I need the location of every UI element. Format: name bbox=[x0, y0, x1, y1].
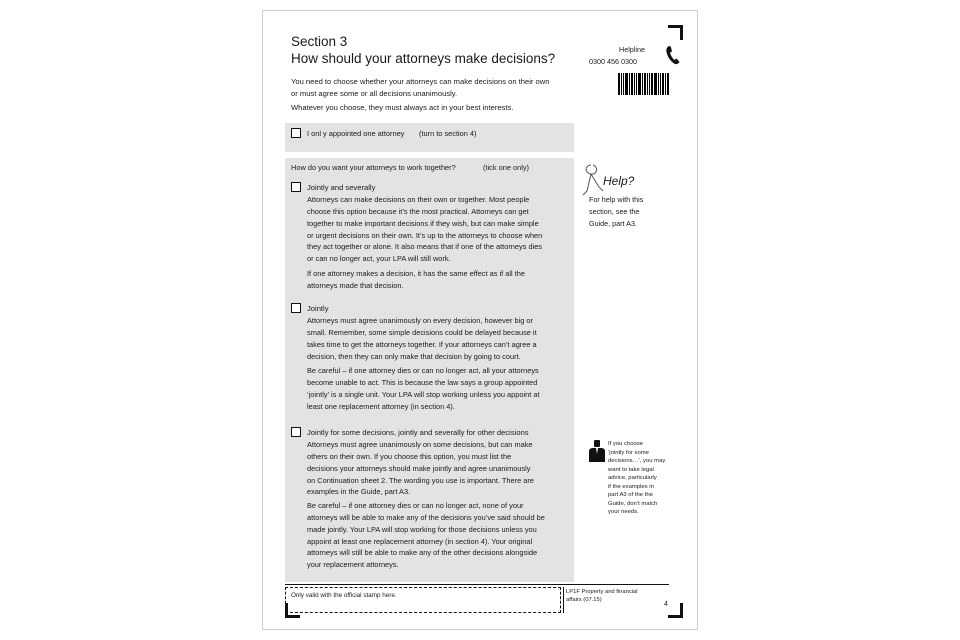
tip-line: your needs. bbox=[608, 509, 639, 515]
description-line: Attorneys must agree unanimously on every decision, however big or bbox=[307, 316, 533, 325]
helpline-label: Helpline bbox=[619, 45, 645, 54]
careful-line: least one replacement attorney (in section 4). bbox=[307, 401, 455, 411]
mixed-decisions-careful-note bbox=[307, 500, 555, 571]
description-line: decisions your attorneys should make jointly and agree unanimously bbox=[307, 463, 531, 473]
intro-line-3: Whatever you choose, they must always act in your best interests. bbox=[291, 103, 514, 112]
tip-line: want to take legal bbox=[608, 466, 654, 473]
description-line: others on their own. If you choose this option, you must list the bbox=[307, 451, 512, 461]
jointly-description bbox=[307, 315, 555, 362]
section-title: How should your attorneys make decisions? bbox=[291, 51, 556, 66]
careful-line: become unable to act. This is because the law says a group appointed bbox=[307, 377, 538, 387]
extra-line: If one attorney makes a decision, it has the same effect as if all the bbox=[307, 269, 526, 278]
careful-line: attorneys will still be able to make any of the other decisions alongside bbox=[307, 548, 538, 558]
careful-line: Be careful – if one attorney dies or can no longer act, all your attorneys bbox=[307, 366, 539, 375]
stamp-text: Only valid with the official stamp here. bbox=[291, 592, 397, 599]
question-text: How do you want your attorneys to work together? bbox=[291, 163, 456, 172]
jointly-severally-extra bbox=[307, 268, 555, 292]
careful-line: ‘jointly’ is a single unit. Your LPA will stop working unless you appoint at bbox=[307, 389, 540, 399]
description-line: or can no longer act, your LPA will still work. bbox=[307, 254, 451, 264]
tip-line: ‘jointly for some bbox=[608, 449, 649, 456]
description-line: takes time to get the attorneys together. If your attorneys can’t agree a bbox=[307, 339, 537, 349]
section-number: Section 3 bbox=[291, 34, 348, 49]
extra-line: attorneys made that decision. bbox=[307, 280, 404, 290]
help-line: Guide, part A3. bbox=[589, 218, 637, 228]
intro-line-1: You need to choose whether your attorneys can make decisions on their own bbox=[291, 77, 550, 86]
helpline-number: 0300 456 0300 bbox=[589, 57, 637, 66]
jointly-title: Jointly bbox=[307, 304, 329, 313]
mixed-decisions-checkbox[interactable] bbox=[291, 427, 301, 437]
single-attorney-note: (turn to section 4) bbox=[419, 129, 477, 138]
description-line: Attorneys can make decisions on their own or together. Most people bbox=[307, 195, 530, 204]
description-line: together to make important decisions if they wish, but can make simple bbox=[307, 218, 539, 228]
jointly-careful-note bbox=[307, 365, 555, 412]
form-code-line: LP1F Property and financial bbox=[566, 589, 638, 595]
crop-mark-bottom-right bbox=[668, 603, 683, 618]
footer-divider bbox=[285, 584, 669, 585]
barcode bbox=[618, 73, 670, 95]
description-line: choose this option because it’s the most practical. Attorneys can get bbox=[307, 206, 529, 216]
description-line: examples in the Guide, part A3. bbox=[307, 487, 411, 497]
careful-line: Be careful – if one attorney dies or can no longer act, none of your bbox=[307, 501, 524, 510]
careful-line: made jointly. Your LPA will stop working for those decisions unless you bbox=[307, 524, 537, 534]
person-icon bbox=[589, 440, 605, 462]
help-text bbox=[589, 194, 669, 229]
tip-line: advice, particularly bbox=[608, 475, 657, 481]
form-code bbox=[566, 588, 646, 604]
crop-mark-top-right bbox=[668, 25, 683, 40]
mixed-decisions-description bbox=[307, 439, 555, 498]
footer-separator bbox=[563, 587, 564, 613]
help-line: section, see the bbox=[589, 206, 640, 216]
careful-line: your replacement attorneys. bbox=[307, 560, 399, 570]
jointly-severally-description bbox=[307, 194, 555, 265]
help-line: For help with this bbox=[589, 195, 644, 204]
single-attorney-label: I onl y appointed one attorney bbox=[307, 129, 405, 138]
phone-icon bbox=[665, 45, 681, 65]
tip-line: Guide, don’t match bbox=[608, 500, 658, 507]
description-line: or urgent decisions on their own. It’s up to the attorneys to choose when bbox=[307, 230, 543, 240]
mixed-decisions-title: Jointly for some decisions, jointly and severally for other decisions bbox=[307, 428, 529, 437]
tip-line: part A3 of the the bbox=[608, 492, 653, 498]
jointly-severally-checkbox[interactable] bbox=[291, 182, 301, 192]
careful-line: appoint at least one replacement attorney (in section 4). Your original bbox=[307, 536, 533, 546]
question-instruction: (tick one only) bbox=[483, 163, 530, 172]
help-title: Help? bbox=[603, 174, 635, 188]
tip-line: if the examples in bbox=[608, 483, 654, 490]
tip-line: If you choose bbox=[608, 441, 644, 447]
description-line: Attorneys must agree unanimously on some decisions, but can make bbox=[307, 440, 533, 449]
description-line: they act together or alone. It also means that if one of the attorneys dies bbox=[307, 242, 542, 252]
description-line: decision, then they can only make that decision by going to court. bbox=[307, 351, 521, 361]
single-attorney-checkbox[interactable] bbox=[291, 128, 301, 138]
page-number: 4 bbox=[664, 601, 668, 608]
tip-line: decisions…’, you may bbox=[608, 458, 666, 464]
description-line: small. Remember, some simple decisions could be delayed because it bbox=[307, 327, 537, 337]
form-page bbox=[262, 10, 698, 630]
tip-text bbox=[608, 440, 674, 517]
intro-line-2: or must agree some or all decisions unanimously. bbox=[291, 89, 458, 98]
description-line: on Continuation sheet 2. The wording you use is important. There are bbox=[307, 475, 534, 485]
jointly-checkbox[interactable] bbox=[291, 303, 301, 313]
official-stamp-box bbox=[285, 587, 561, 613]
form-code-line: affairs (07.15) bbox=[566, 597, 602, 603]
careful-line: attorneys will be able to make any of the decisions you’ve said should be bbox=[307, 512, 545, 522]
jointly-severally-title: Jointly and severally bbox=[307, 183, 376, 192]
